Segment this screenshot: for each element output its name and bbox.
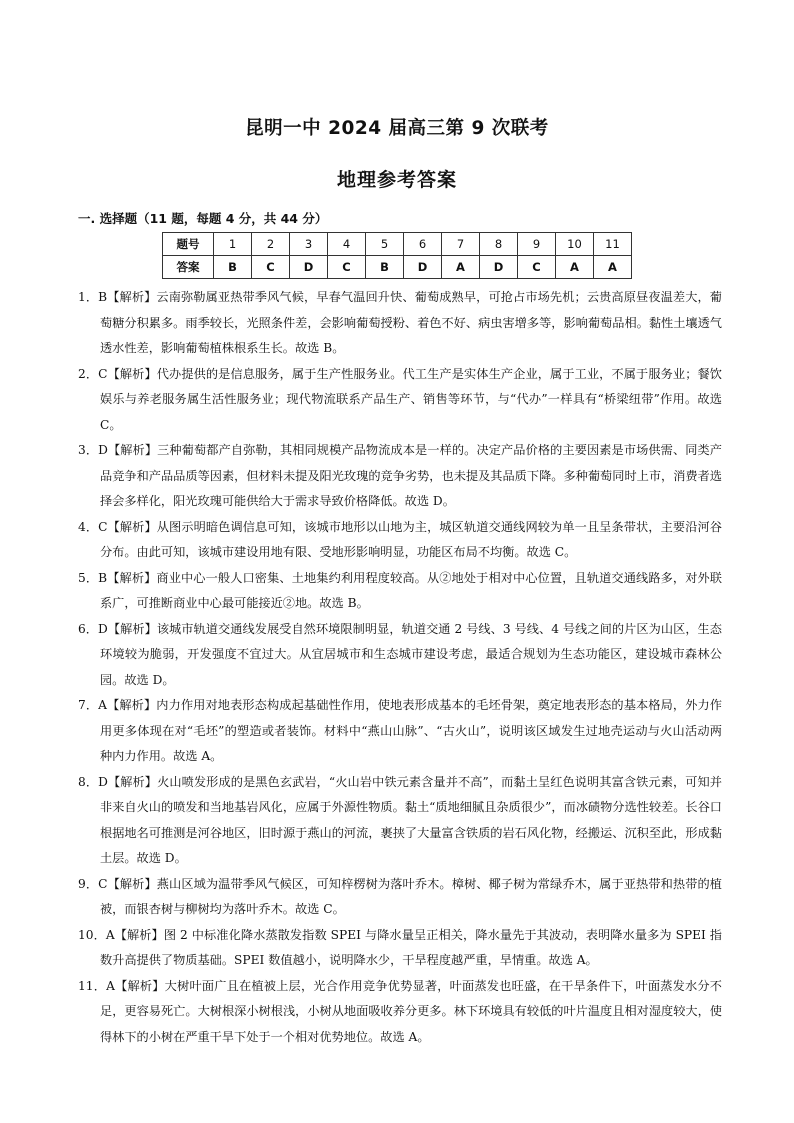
answer-cell: A [442, 256, 480, 279]
explanation-item-1: 1．B【解析】云南弥勒属亚热带季风气候，早春气温回升快、葡萄成熟早，可抢占市场先机；云贵高原昼夜温差大，葡萄糖分积累多。雨季较长，光照条件差，会影响葡萄授粉、着色不好、病虫害增多等，影响葡萄品相。黏性土壤透气透水性差，影响葡萄植株根系生长。故选 B。 [78, 290, 722, 355]
explanation-item-5: 5．B【解析】商业中心一般人口密集、土地集约利用程度较高。从②地处于相对中心位置，且轨道交通线路多，对外联系广，可推断商业中心最可能接近②地。故选 B。 [78, 570, 722, 610]
answer-cell: B [214, 256, 252, 279]
question-number-cell: 5 [366, 233, 404, 256]
explanation-item-6: 6．D【解析】该城市轨道交通线发展受自然环境限制明显，轨道交通 2 号线、3 号线、4 号线之间的片区为山区，生态环境较为脆弱，开发强度不宜过大。从宜居城市和生态城市建设考虑，最适合规划为生态功能区，建设城市森林公园。故选 D。 [78, 621, 722, 687]
answer-table [162, 232, 632, 279]
answer-cell: C [252, 256, 290, 279]
question-number-cell: 1 [214, 233, 252, 256]
question-number-header: 题号 [163, 233, 214, 256]
explanation-item-4: 4．C【解析】从图示明暗色调信息可知，该城市地形以山地为主，城区轨道交通线网较为单一且呈条带状，主要沿河谷分布。由此可知，该城市建设用地有限、受地形影响明显，功能区布局不均衡。故选 C。 [78, 519, 722, 559]
explanation-item-10: 10．A【解析】图 2 中标准化降水蒸散发指数 SPEI 与降水量呈正相关，降水量先于其波动，表明降水量多为 SPEI 指数升高提供了物质基础。SPEI 数值越小，说明降水少，干旱程度越严重，旱情重。故选 A。 [78, 927, 722, 967]
question-number-cell: 6 [404, 233, 442, 256]
question-number-cell: 10 [556, 233, 594, 256]
answer-cell: C [518, 256, 556, 279]
question-number-cell: 3 [290, 233, 328, 256]
answer-cell: A [594, 256, 632, 279]
explanation-item-3: 3．D【解析】三种葡萄都产自弥勒，其相同规模产品物流成本是一样的。决定产品价格的主要因素是市场供需、同类产品竞争和产品品质等因素，但材料未提及阳光玫瑰的竞争劣势，也未提及其品质下降。多种葡萄同时上市，消费者选择会多样化，阳光玫瑰可能供给大于需求导致价格降低。故选 D。 [78, 443, 722, 508]
question-number-cell: 11 [594, 233, 632, 256]
answer-cell: A [556, 256, 594, 279]
answer-cell: D [404, 256, 442, 279]
explanation-item-8: 8．D【解析】火山喷发形成的是黑色玄武岩，“火山岩中铁元素含量并不高”，而黏土呈红色说明其富含铁元素，可知并非来自火山的喷发和当地基岩风化，应属于外源性物质。黏土“质地细腻且杂质很少”，而冰碛物分选性较差。长谷口根据地名可推测是河谷地区，旧时源于燕山的河流，裹挟了大量富含铁质的岩石风化物，经搬运、沉积至此，形成黏土层。故选 D。 [78, 774, 722, 865]
answer-header: 答案 [163, 256, 214, 279]
page-title: 地理参考答案 [336, 169, 457, 191]
explanation-item-7: 7．A【解析】内力作用对地表形态构成起基础性作用，使地表形成基本的毛坯骨架，奠定地表形态的基本格局，外力作用更多体现在对“毛坯”的塑造或者装饰。材料中“燕山山脉”、“古火山”，说明该区域发生过地壳运动与火山活动两种内力作用。故选 A。 [78, 698, 722, 763]
question-number-cell: 9 [518, 233, 556, 256]
exam-title: 昆明一中 2024 届高三第 9 次联考 [245, 118, 549, 139]
question-number-cell: 7 [442, 233, 480, 256]
answer-row [163, 256, 632, 279]
section-heading: 一. 选择题（11 题，每题 4 分，共 44 分） [78, 211, 328, 226]
explanation-item-9: 9．C【解析】燕山区域为温带季风气候区，可知梓楞树为落叶乔木。樟树、椰子树为常绿乔木，属于亚热带和热带的植被，而银杏树与柳树均为落叶乔木。故选 C。 [78, 876, 722, 916]
explanation-item-11: 11．A【解析】大树叶面广且在植被上层，光合作用竞争优势显著，叶面蒸发也旺盛，在干旱条件下，叶面蒸发水分不足，更容易死亡。大树根深小树根浅，小树从地面吸收养分更多。林下环境具有较低的叶片温度且相对湿度较大，使得林下的小树在严重干旱下处于一个相对优势地位。故选 A。 [78, 978, 722, 1044]
answer-cell: B [366, 256, 404, 279]
question-number-row [163, 233, 632, 256]
question-number-cell: 4 [328, 233, 366, 256]
answer-cell: D [290, 256, 328, 279]
answer-cell: D [480, 256, 518, 279]
explanation-list [78, 285, 722, 1050]
explanation-item-2: 2．C【解析】代办提供的是信息服务，属于生产性服务业。代工生产是实体生产企业，属于工业，不属于服务业；餐饮娱乐与养老服务属生活性服务业；现代物流联系产品生产、销售等环节，与“代办”一样具有“桥梁纽带”作用。故选 C。 [78, 366, 722, 432]
answer-cell: C [328, 256, 366, 279]
question-number-cell: 8 [480, 233, 518, 256]
question-number-cell: 2 [252, 233, 290, 256]
